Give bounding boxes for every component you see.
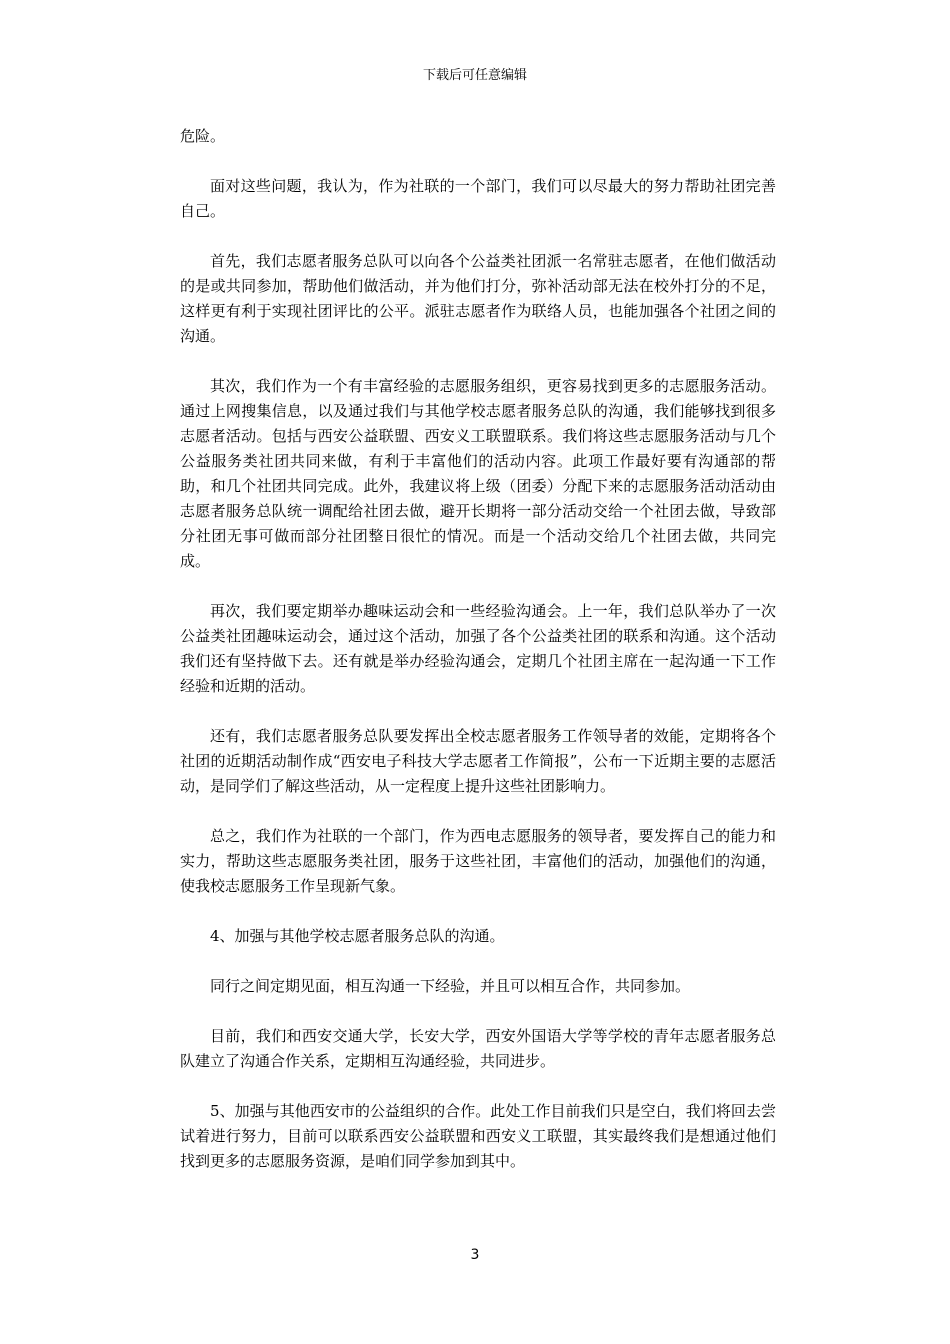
paragraph-continuation: 危险。 (180, 127, 226, 145)
paragraph: 同行之间定期见面，相互沟通一下经验，并且可以相互合作，共同参加。 (210, 977, 691, 995)
paragraph: 总之，我们作为社联的一个部门，作为西电志愿服务的领导者，要发挥自己的能力和实力，帮助这些志愿服务类社团，服务于这些社团，丰富他们的活动，加强他们的沟通，使我校志愿服务工作呈现新气象。 (180, 827, 776, 895)
paragraph: 其次，我们作为一个有丰富经验的志愿服务组织，更容易找到更多的志愿服务活动。通过上网搜集信息，以及通过我们与其他学校志愿者服务总队的沟通，我们能够找到很多志愿者活动。包括与西安公益联盟、西安义工联盟联系。我们将这些志愿服务活动与几个公益服务类社团共同来做，有利于丰富他们的活动内容。此项工作最好要有沟通部的帮助，和几个社团共同完成。此外，我建议将上级（团委）分配下来的志愿服务活动活动由志愿者服务总队统一调配给社团去做，避开长期将一部分活动交给一个社团去做，导致部分社团无事可做而部分社团整日很忙的情况。而是一个活动交给几个社团去做，共同完成。 (180, 377, 776, 570)
document-body (180, 124, 776, 1199)
paragraph: 5、加强与其他西安市的公益组织的合作。此处工作目前我们只是空白，我们将回去尝试着进行努力，目前可以联系西安公益联盟和西安义工联盟，其实最终我们是想通过他们找到更多的志愿服务资源，是咱们同学参加到其中。 (180, 1102, 776, 1170)
paragraph: 首先，我们志愿者服务总队可以向各个公益类社团派一名常驻志愿者，在他们做活动的是或共同参加，帮助他们做活动，并为他们打分，弥补活动部无法在校外打分的不足，这样更有利于实现社团评比的公平。派驻志愿者作为联络人员，也能加强各个社团之间的沟通。 (180, 252, 776, 345)
paragraph: 目前，我们和西安交通大学，长安大学，西安外国语大学等学校的青年志愿者服务总队建立了沟通合作关系，定期相互沟通经验，共同进步。 (180, 1027, 776, 1070)
page-header: 下载后可任意编辑 (422, 68, 527, 83)
paragraph: 还有，我们志愿者服务总队要发挥出全校志愿者服务工作领导者的效能，定期将各个社团的近期活动制作成“西安电子科技大学志愿者工作简报”，公布一下近期主要的志愿活动，是同学们了解这些活动，从一定程度上提升这些社团影响力。 (180, 727, 776, 795)
paragraph: 面对这些问题，我认为，作为社联的一个部门，我们可以尽最大的努力帮助社团完善自己。 (180, 177, 776, 220)
paragraph: 再次，我们要定期举办趣味运动会和一些经验沟通会。上一年，我们总队举办了一次公益类社团趣味运动会，通过这个活动，加强了各个公益类社团的联系和沟通。这个活动我们还有坚持做下去。还有就是举办经验沟通会，定期几个社团主席在一起沟通一下工作经验和近期的活动。 (180, 602, 776, 695)
page-number: 3 (470, 1247, 480, 1263)
section-heading: 4、加强与其他学校志愿者服务总队的沟通。 (210, 927, 505, 945)
